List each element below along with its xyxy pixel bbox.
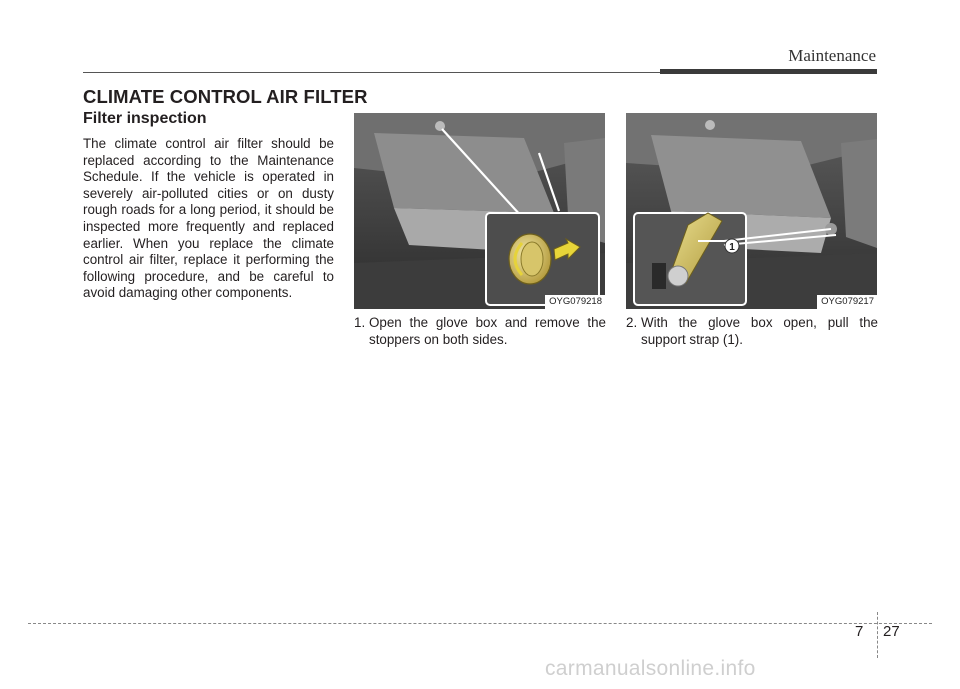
running-header: Maintenance [788,46,876,65]
step-1 [354,314,606,348]
header-rule-accent [660,69,877,74]
step-number: 1. [354,315,366,330]
figure-glovebox-stoppers [354,113,605,309]
figure-code: OYG079218 [545,295,605,309]
section-title: CLIMATE CONTROL AIR FILTER [83,86,368,107]
step-text: With the glove box open, pull the support strap (1). [641,315,878,347]
figure-code: OYG079217 [817,295,877,309]
footer-rule [28,623,932,624]
callout-number: 1 [729,242,735,253]
inspection-body-text: The climate control air filter should be replaced according to the Maintenance Schedule. If the vehicle is operated in severely air-polluted cities or on dusty rough roads for a long period, it should be inspected more frequently and replaced earlier. When you replace the climate control air filter, replace it performing the following procedure, and be careful to avoid damaging other components. [83,136,334,301]
support-strap-illustration [626,113,877,309]
step-2 [626,314,878,348]
page-number: 27 [883,623,900,640]
step-number: 2. [626,315,638,330]
chapter-number: 7 [855,623,864,640]
step-text: Open the glove box and remove the stoppers on both sides. [369,315,606,347]
figure-support-strap [626,113,877,309]
header-rule [83,72,660,73]
glovebox-stopper-illustration [354,113,605,309]
watermark: carmanualsonline.info [545,657,756,680]
subsection-title: Filter inspection [83,110,207,127]
footer-divider [877,612,878,658]
